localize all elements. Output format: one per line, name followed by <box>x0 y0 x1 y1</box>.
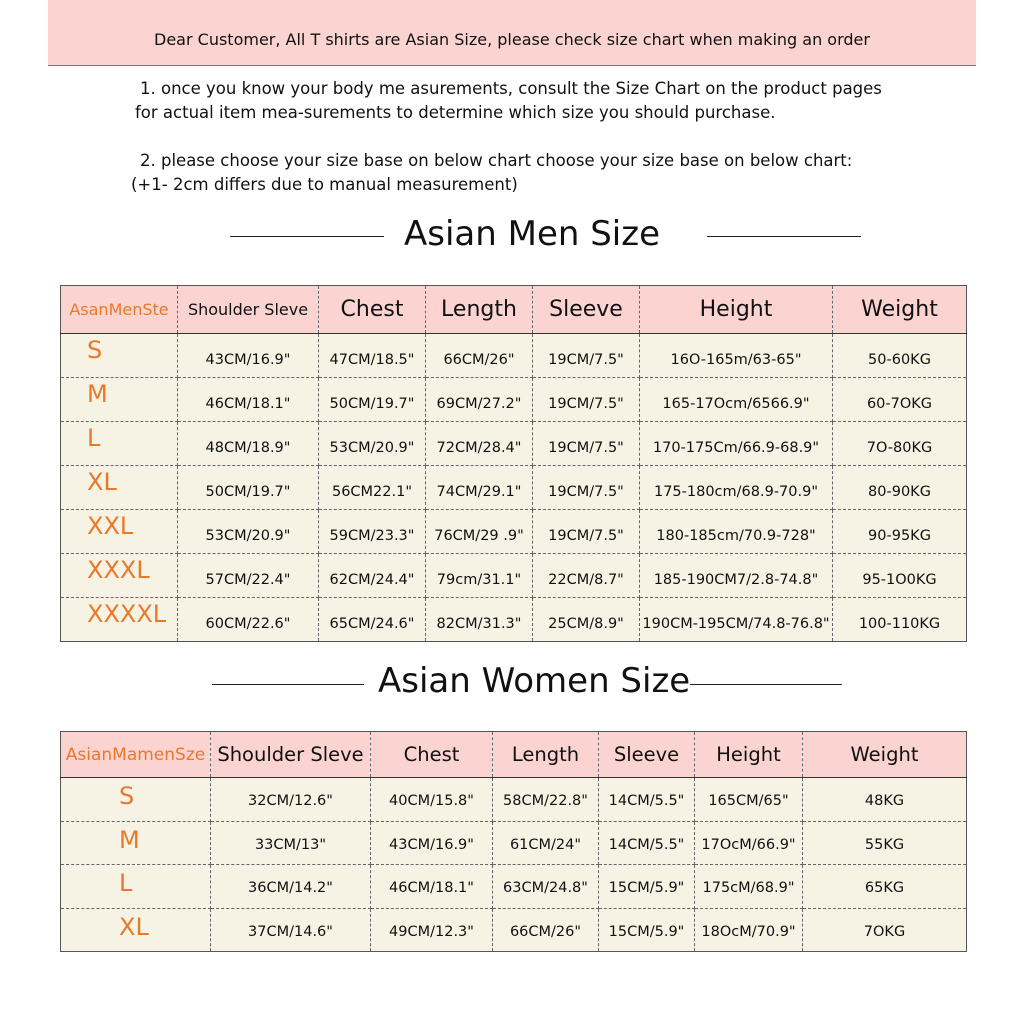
cell-chest: 56CM22.1" <box>319 466 426 510</box>
size-label: XL <box>61 908 211 952</box>
cell-chest: 62CM/24.4" <box>319 554 426 598</box>
women-size-table <box>60 731 967 952</box>
cell-height: 18OcM/70.9" <box>695 908 803 952</box>
cell-sleeve: 14CM/5.5" <box>599 821 695 865</box>
cell-weight: 48KG <box>803 778 967 822</box>
cell-length: 82CM/31.3" <box>426 598 533 642</box>
cell-shoulder: 32CM/12.6" <box>211 778 371 822</box>
cell-length: 66CM/26" <box>426 334 533 378</box>
cell-chest: 50CM/19.7" <box>319 378 426 422</box>
cell-height: 16O-165m/63-65" <box>640 334 833 378</box>
men-header-shoulder: Shoulder Sleve <box>178 286 319 334</box>
cell-chest: 65CM/24.6" <box>319 598 426 642</box>
size-label: M <box>61 378 178 422</box>
cell-sleeve: 19CM/7.5" <box>533 466 640 510</box>
women-header-height: Height <box>695 732 803 778</box>
cell-chest: 59CM/23.3" <box>319 510 426 554</box>
women-section-title: Asian Women Size <box>378 661 691 701</box>
cell-weight: 7O-80KG <box>833 422 967 466</box>
cell-sleeve: 19CM/7.5" <box>533 378 640 422</box>
cell-weight: 50-60KG <box>833 334 967 378</box>
cell-chest: 47CM/18.5" <box>319 334 426 378</box>
size-label: XXL <box>61 510 178 554</box>
cell-chest: 46CM/18.1" <box>371 865 493 909</box>
cell-weight: 55KG <box>803 821 967 865</box>
women-header-row <box>61 732 967 778</box>
cell-height: 185-190CM7/2.8-74.8" <box>640 554 833 598</box>
men-title-rule-left <box>230 236 384 237</box>
note-line-2: for actual item mea-surements to determine which size you should purchase. <box>135 103 776 122</box>
men-header-sleeve: Sleeve <box>533 286 640 334</box>
size-label: S <box>61 334 178 378</box>
cell-shoulder: 60CM/22.6" <box>178 598 319 642</box>
cell-weight: 95-1O0KG <box>833 554 967 598</box>
cell-length: 66CM/26" <box>493 908 599 952</box>
cell-shoulder: 53CM/20.9" <box>178 510 319 554</box>
size-label: S <box>61 778 211 822</box>
cell-weight: 80-90KG <box>833 466 967 510</box>
table-row <box>61 334 967 378</box>
men-header-chest: Chest <box>319 286 426 334</box>
cell-length: 72CM/28.4" <box>426 422 533 466</box>
cell-sleeve: 25CM/8.9" <box>533 598 640 642</box>
cell-sleeve: 15CM/5.9" <box>599 908 695 952</box>
cell-shoulder: 57CM/22.4" <box>178 554 319 598</box>
table-row <box>61 554 967 598</box>
size-label: XXXXL <box>61 598 178 642</box>
cell-length: 61CM/24" <box>493 821 599 865</box>
cell-sleeve: 19CM/7.5" <box>533 510 640 554</box>
men-header-length: Length <box>426 286 533 334</box>
cell-length: 76CM/29 .9" <box>426 510 533 554</box>
note-line-4: (+1- 2cm differs due to manual measurement) <box>131 175 518 194</box>
size-label: L <box>61 422 178 466</box>
cell-height: 170-175Cm/66.9-68.9" <box>640 422 833 466</box>
cell-weight: 100-110KG <box>858 615 941 632</box>
table-row <box>61 378 967 422</box>
cell-shoulder: 43CM/16.9" <box>178 334 319 378</box>
cell-shoulder: 37CM/14.6" <box>211 908 371 952</box>
cell-height: 175-180cm/68.9-70.9" <box>640 466 833 510</box>
cell-weight: 7OKG <box>863 923 906 940</box>
men-size-table <box>60 285 967 642</box>
cell-chest: 43CM/16.9" <box>371 821 493 865</box>
notice-banner <box>48 0 976 66</box>
men-section-title: Asian Men Size <box>404 214 661 254</box>
size-label: M <box>61 821 211 865</box>
cell-weight: 60-7OKG <box>833 378 967 422</box>
cell-sleeve: 19CM/7.5" <box>533 334 640 378</box>
men-header-row <box>61 286 967 334</box>
cell-length: 58CM/22.8" <box>493 778 599 822</box>
cell-sleeve: 19CM/7.5" <box>533 422 640 466</box>
women-header-shoulder: Shoulder Sleve <box>211 732 371 778</box>
cell-shoulder: 50CM/19.7" <box>178 466 319 510</box>
cell-shoulder: 48CM/18.9" <box>178 422 319 466</box>
cell-sleeve: 14CM/5.5" <box>599 778 695 822</box>
table-row <box>61 510 967 554</box>
women-header-chest: Chest <box>371 732 493 778</box>
cell-weight: 65KG <box>803 865 967 909</box>
cell-height: 17OcM/66.9" <box>695 821 803 865</box>
women-title-rule-right <box>690 684 842 685</box>
cell-height: 165-17Ocm/6566.9" <box>640 378 833 422</box>
table-row <box>61 865 967 909</box>
cell-shoulder: 36CM/14.2" <box>211 865 371 909</box>
size-label: XXXL <box>61 554 178 598</box>
table-row <box>61 778 967 822</box>
cell-length: 69CM/27.2" <box>426 378 533 422</box>
table-row <box>61 422 967 466</box>
men-title-rule-right <box>707 236 861 237</box>
cell-length: 63CM/24.8" <box>493 865 599 909</box>
men-header-height: Height <box>640 286 833 334</box>
banner-text: Dear Customer, All T shirts are Asian Size, please check size chart when making an order <box>154 30 870 49</box>
cell-sleeve: 22CM/8.7" <box>533 554 640 598</box>
cell-height: 190CM-195CM/74.8-76.8" <box>640 598 833 642</box>
cell-chest: 49CM/12.3" <box>371 908 493 952</box>
cell-height: 165CM/65" <box>695 778 803 822</box>
women-header-weight: Weight <box>803 732 967 778</box>
cell-shoulder: 46CM/18.1" <box>178 378 319 422</box>
table-row <box>61 466 967 510</box>
cell-length: 74CM/29.1" <box>426 466 533 510</box>
size-label: L <box>61 865 211 909</box>
cell-length: 79cm/31.1" <box>426 554 533 598</box>
women-header-length: Length <box>493 732 599 778</box>
cell-chest: 53CM/20.9" <box>319 422 426 466</box>
cell-chest: 40CM/15.8" <box>371 778 493 822</box>
cell-weight: 90-95KG <box>833 510 967 554</box>
cell-height: 180-185cm/70.9-728" <box>640 510 833 554</box>
men-header-size: AsanMenSte <box>61 286 178 334</box>
men-header-weight: Weight <box>833 286 967 334</box>
note-line-3: 2. please choose your size base on below chart choose your size base on below chart: <box>140 151 853 170</box>
women-header-size: AsianMamenSze <box>61 732 211 778</box>
cell-height: 175cM/68.9" <box>695 865 803 909</box>
cell-shoulder: 33CM/13" <box>211 821 371 865</box>
table-row <box>61 821 967 865</box>
note-line-1: 1. once you know your body me asurements, consult the Size Chart on the product pages <box>140 79 882 98</box>
size-label: XL <box>61 466 178 510</box>
women-title-rule-left <box>212 684 364 685</box>
women-header-sleeve: Sleeve <box>599 732 695 778</box>
table-row <box>61 598 967 642</box>
cell-sleeve: 15CM/5.9" <box>599 865 695 909</box>
table-row <box>61 908 967 952</box>
